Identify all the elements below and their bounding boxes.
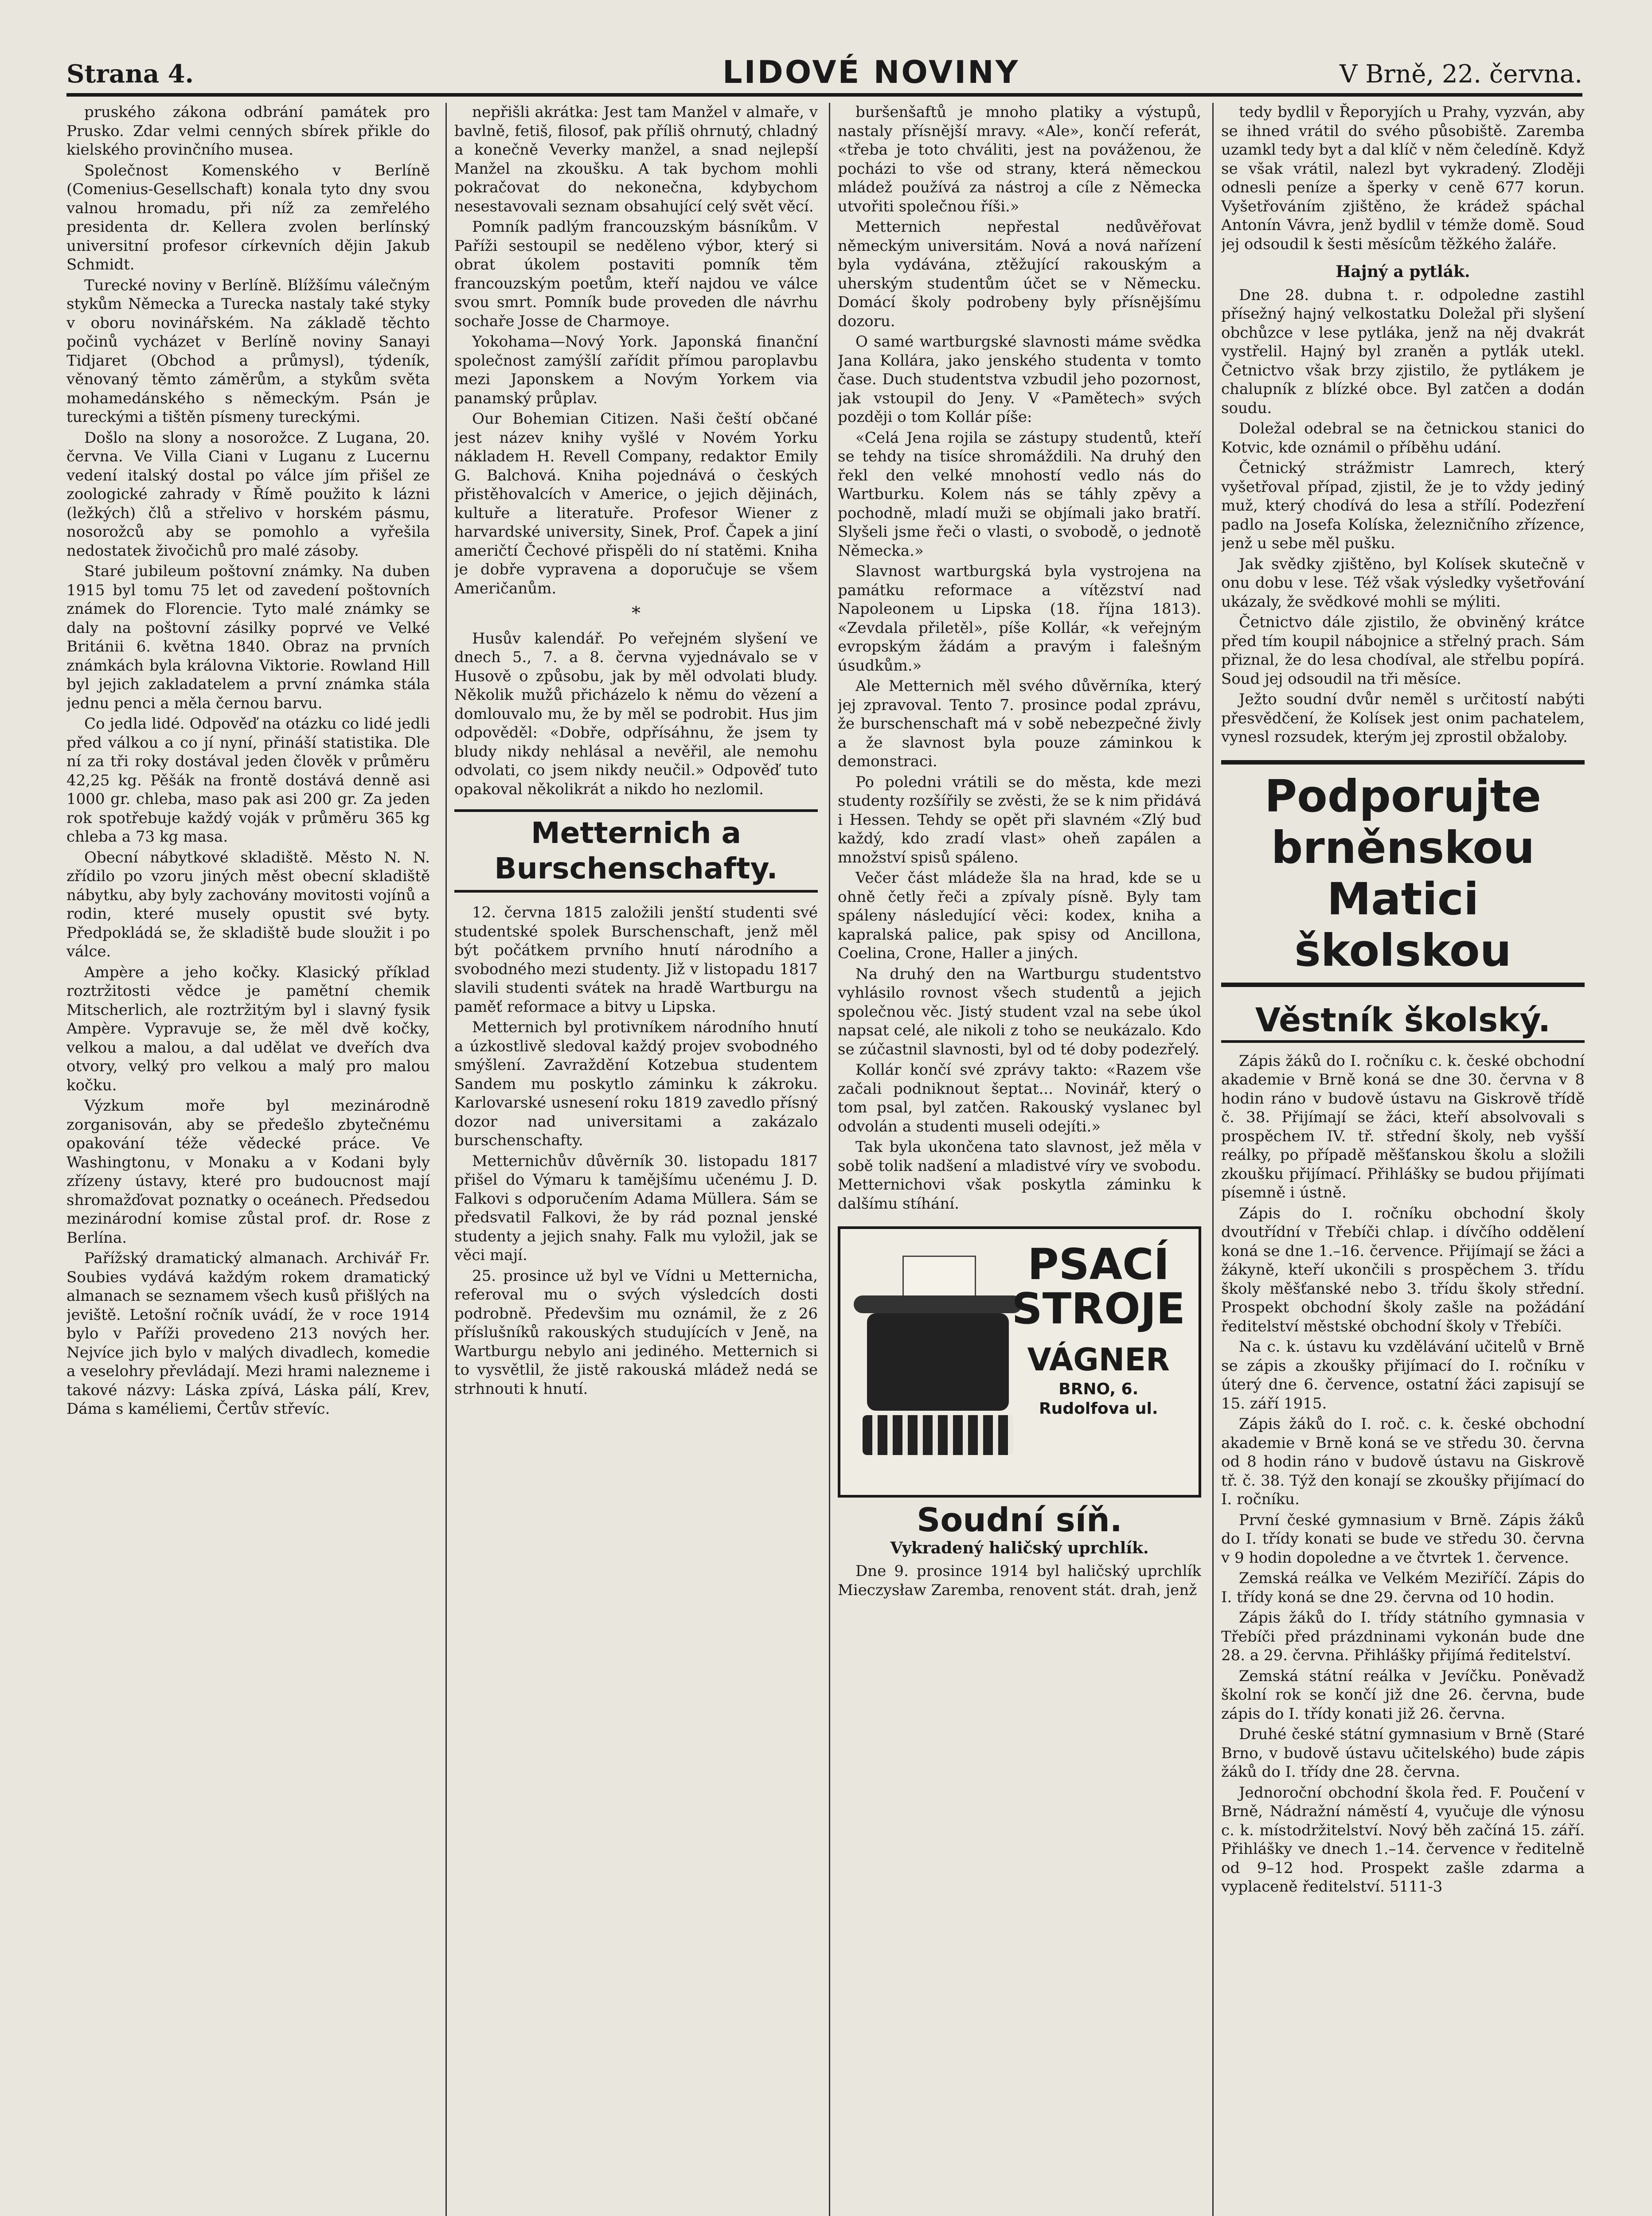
school-notice: Zápis žáků do I. ročníku c. k. české obchodní akademie v Brně koná se dne 30. června v 8 hodin ráno v budově ústavu na Giskrově třídě č. 38. Přijímají se žáci, kteří absolvovali s prospěchem IV. tř. střední školy, neb vyšší reálky, po případě měšťanskou školu a složili zkoušku přijímací. Přihlášky se budou přijímati písemně i ústně. bbox=[1221, 1052, 1585, 1202]
article-paragraph: Co jedla lidé. Odpověď na otázku co lidé jedli před válkou a co jí nyní, přináší statistika. Dle ní za tři roky dostával jeden člověk v průměru 42,25 kg. Pěšák na frontě dostává denně asi 1000 gr. chleba, maso pak asi 200 gr. Za jeden rok spotřebuje každý voják v průměru 365 kg chleba a 73 kg masa. bbox=[66, 715, 430, 846]
section-heading-school: Věstník školský. bbox=[1221, 1000, 1585, 1043]
article-paragraph: pruského zákona odbrání památek pro Prusko. Zdar velmi cenných sbírek přikle do kielského provinčního musea. bbox=[66, 103, 430, 159]
article-paragraph: nepřišli akrátka: Jest tam Manžel v almaře, v bavlně, fetiš, filosof, pak příliš ohrnutý, chladný a konečně Veverky manžel, a snad nejlepší Manžel na zkoušku. A tak bychom mohli pokračovat do nekonečna, kdybychom nesestavovali seznam obsahující celý svět věcí. bbox=[454, 103, 818, 215]
page-header bbox=[66, 52, 1582, 97]
ad-line-1: PSACÍ bbox=[1027, 1240, 1170, 1289]
column-rule bbox=[829, 103, 830, 2216]
article-paragraph: Husův kalendář. Po veřejném slyšení ve dnech 5., 7. a 8. června vyjednávalo se v Husově o způsobu, jak by měl odvolati bludy. Několik mužů přicházelo k němu do vězení a domlouvalo mu, že by měl se podrobit. Hus jim odpověděl: «Dobře, odpřísáhnu, že jsem ty bludy nikdy nehlásal a nevěřil, ale nemohu odvolati, co jsem nikdy neučil.» Odpověď tuto opakoval několikrát a nikdo ho nezlomil. bbox=[454, 629, 818, 798]
school-notice: Zápis žáků do I. třídy státního gymnasia v Třebíči před prázdninami vykonán bude dne 28. a 29. června. Přihlášky přijímá ředitelství. bbox=[1221, 1609, 1585, 1664]
article-paragraph: Četnictvo dále zjistilo, že obviněný krátce před tím koupil nábojnice a střelný prach. Sám přiznal, že do lesa chodíval, ale střelbu popírá. Soud jej odsoudil na tři měsíce. bbox=[1221, 613, 1585, 688]
article-paragraph: Our Bohemian Citizen. Naši čeští občané jest název knihy vyšlé v Novém Yorku nákladem H. Revell Company, redaktor Emily G. Balchová. Kniha pojednává o českých přistěhovalcích v Americe, o jejich dějinách, kultuře a literatuře. Profesor Wiener z harvardské university, Sinek, Prof. Čapek a jiní američtí Čechové přispěli do ní statěmi. Kniha je dobře vypravena a doporučuje se všem Američanům. bbox=[454, 410, 818, 597]
school-notice: Jednoroční obchodní škola řed. F. Poučení v Brně, Nádražní náměstí 4, vyučuje dle výnosu c. k. místodržitelství. Nový běh začíná 15. září. Přihlášky ve dnech 1.–14. července v ředitelně od 9–12 hod. Prospekt zašle zdarma a vyplaceně ředitelství. 5111-3 bbox=[1221, 1783, 1585, 1896]
article-paragraph: Turecké noviny v Berlíně. Blížšímu válečným stykům Německa a Turecka nastaly také styky v oboru novinářském. Na základě těchto počinů vycházet v Berlíně noviny Sanayi Tidjaret (Obchod a průmysl), týdeník, věnovaný těmto záměrům, a stykům světa mohamedánského s německým. Psán je tureckými a tištěn písmeny tureckými. bbox=[66, 276, 430, 426]
ad-city: BRNO, 6. bbox=[1058, 1380, 1139, 1398]
article-paragraph: Dne 28. dubna t. r. odpoledne zastihl přísežný hajný velkostatku Doležal při slyšení obchůzce v lese pytláka, jenž na něj dvakrát vystřelil. Hajný byl zraněn a pytlák utekl. Četnictvo však brzy zjistilo, že pytlákem je chalupník z blízké obce. Byl zatčen a dodán soudu. bbox=[1221, 286, 1585, 417]
article-paragraph: buršenšaftů je mnoho platiky a výstupů, nastaly přísnější mravy. «Ale», končí referát, «třeba je toto chváliti, jest na pováženou, že pocházi to vše od strany, která německou mládež používá za nástroj a cíle z Německa utvořiti společnou říši.» bbox=[838, 103, 1201, 215]
article-paragraph: 25. prosince už byl ve Vídni u Metternicha, referoval mu o svých výsledcích dosti podrobně. Předevšim mu oznámil, že z 26 příslušníků rakouských studujících v Jeně, na Wartburgu nebylo ani jediného. Metternich si to vysvětlil, že jistě rakouská mládež nedá se strhnouti k hnutí. bbox=[454, 1267, 818, 1398]
school-notice: Zemská reálka ve Velkém Meziříčí. Zápis do I. třídy koná se dne 29. června od 10 hodin. bbox=[1221, 1569, 1585, 1606]
article-paragraph: Ampère a jeho kočky. Klasický příklad roztržitosti vědce je pamětní chemik Mitscherlich, ale roztržitým byl i slavný fysik Ampère. Vypravuje se, že měl dvě kočky, velkou a malou, a dal udělat ve dveřích dva otvory, velký pro velkou a malý pro malou kočku. bbox=[66, 963, 430, 1094]
article-paragraph: Doležal odebral se na četnickou stanici do Kotvic, kde oznámil o příběhu udání. bbox=[1221, 420, 1585, 456]
column-2 bbox=[454, 103, 818, 2216]
article-paragraph: «Celá Jena rojila se zástupy studentů, kteří se tehdy na tisíce shromáždili. Na druhý den řekl den velké mnohostí vedlo nás do Wartburku. Kolem nás se táhly zpěvy a pochodně, mladí muži se objímali jako bratří. Slyšeli jsme řeči o vlasti, o svobodě, o jednotě Německa.» bbox=[838, 429, 1201, 560]
section-divider-star: * bbox=[632, 603, 640, 624]
promo-banner: Podporujte brněnskou Matici školskou bbox=[1221, 760, 1585, 987]
ad-brand: VÁGNER bbox=[1027, 1342, 1170, 1378]
column-1 bbox=[66, 103, 430, 2216]
article-heading: Hajný a pytlák. bbox=[1336, 262, 1470, 281]
ad-line-2: STROJE bbox=[1012, 1284, 1185, 1334]
article-paragraph: Metternich nepřestal nedůvěřovat německým universitám. Nová a nová nařízení byla vydávána, ztěžující rakouským a uherským studentům účet se v Německu. Domácí školy podrobeny byly přísnějšímu dozoru. bbox=[838, 218, 1201, 330]
school-notice: Druhé české státní gymnasium v Brně (Staré Brno, v budově ústavu učitelského) bude zápis žáků do I. třídy dne 28. června. bbox=[1221, 1725, 1585, 1781]
article-paragraph: Pomník padlým francouzským básníkům. V Paříži sestoupil se neděleno výbor, který si obrat úkolem postaviti pomník těm francouzským poetům, kteří najdou ve válce svou smrt. Pomník bude proveden dle návrhu sochaře Josse de Charmoye. bbox=[454, 218, 818, 330]
ad-text bbox=[1012, 1242, 1185, 1419]
article-paragraph: Jak svědky zjištěno, byl Kolísek skutečně v onu dobu v lese. Též však výsledky vyšetřování ukázaly, že svědkové mohli se mýliti. bbox=[1221, 555, 1585, 611]
column-4 bbox=[1221, 103, 1585, 2216]
section-heading-court: Soudní síň. bbox=[917, 1501, 1122, 1539]
school-notice: Zápis žáků do I. roč. c. k. české obchodní akademie v Brně koná se ve středu 30. června od 8 hodin ráno v budově ústavu na Giskrově tř. č. 38. Týž den konají se zkoušky přijímací do I. ročníku. bbox=[1221, 1415, 1585, 1508]
article-paragraph: O samé wartburgské slavnosti máme svědka Jana Kollára, jako jenského studenta v tomto čase. Duch studentstva vzbudil jeho pozornost, jak vstoupil do Jeny. V «Pamětech» svých později o tom Kollár píše: bbox=[838, 333, 1201, 426]
newspaper-title: LIDOVÉ NOVINY bbox=[723, 54, 1020, 90]
article-paragraph: Obecní nábytkové skladiště. Město N. N. zřídilo po vzoru jiných měst obecní skladiště nábytku, aby byly zachovány movitosti vojínů a rodin, které musely opustit své byty. Předpokládá se, že skladiště bude sloužit i po válce. bbox=[66, 848, 430, 960]
school-notice: První české gymnasium v Brně. Zápis žáků do I. třídy konati se bude ve středu 30. června v 9 hodin dopoledne a ve čtvrtek 1. července. bbox=[1221, 1511, 1585, 1567]
article-paragraph: Slavnost wartburgská byla vystrojena na památku reformace a vítězství nad Napoleonem u Lipska (18. října 1813). «Zevdala přiletěl», píše Kollár, «k veřejným evropským žádám a pravým i falešným úsudkům.» bbox=[838, 562, 1201, 675]
article-paragraph: tedy bydlil v Řeporyjích u Prahy, vyzván, aby se ihned vrátil do svého působiště. Zaremba uzamkl tedy byt a dal klíč v něm čeledíně. Když se však vrátil, nalezl byt vykradený. Zloději odnesli peníze a šperky v ceně 677 korun. Vyšetřováním zjištěno, že krádež spáchal Antonín Vávra, jenž bydlil v témže domě. Soud jej odsoudil k šesti měsícům těžkého žaláře. bbox=[1221, 103, 1585, 253]
article-paragraph: Metternich byl protivníkem národního hnutí a úzkostlivě sledoval každý projev svobodného smýšlení. Zavraždění Kotzebua studentem Sandem mu poskytlo záminku k zákroku. Karlovarské usnesení roku 1819 zavedlo přísný dozor nad universitami a zakázalo burschenschafty. bbox=[454, 1018, 818, 1149]
article-paragraph: 12. června 1815 založili jenští studenti své studentské spolek Burschenschaft, jenž měl být počátkem prvního hnutí národního a svobodného mezi studenty. Již v listopadu 1817 slavili studenti svátek na hradě Wartburgu na paměť reformace a bitvy u Lipska. bbox=[454, 904, 818, 1016]
court-subheading: Vykradený haličský uprchlík. bbox=[890, 1538, 1149, 1557]
article-paragraph: Kollár končí své zprávy takto: «Razem vše začali podniknout šeptat... Novinář, který o tom psal, byl zatčen. Rakouský vyslanec byl odvolán a studenti museli odejíti.» bbox=[838, 1061, 1201, 1135]
school-notice: Zemská státní reálka v Jevíčku. Poněvadž školní rok se končí již dne 26. června, bude zápis do I. třídy konati již 26. června. bbox=[1221, 1667, 1585, 1723]
article-paragraph: Ježto soudní dvůr neměl s určitostí nabýti přesvědčení, že Kolísek jest onim pachatelem, vynesl rozsudek, kterým jej zprostil obžaloby. bbox=[1221, 691, 1585, 746]
column-rule bbox=[1212, 103, 1214, 2216]
article-paragraph: Výzkum moře byl mezinárodně zorganisován, aby se předešlo zbytečnému opakování téže vědecké práce. Ve Washingtonu, v Monaku a v Kodani byly zřízeny ústavy, které pro budoucnost mají shromažďovat poznatky o oceánech. Předsedou mezinárodní komise zůstal prof. dr. Rose z Berlína. bbox=[66, 1097, 430, 1247]
article-paragraph: Dne 9. prosince 1914 byl haličský uprchlík Mieczysław Zaremba, renovent stát. drah, jenž bbox=[838, 1562, 1201, 1599]
article-paragraph: Metternichův důvěrník 30. listopadu 1817 přišel do Výmaru k tamějšímu učenému J. D. Falkovi s odporučením Adama Müllera. Sám se předsvatil Falkovi, že by rád poznal jenské studenty a jejich snahy. Falk mu vyložil, jak se věci mají. bbox=[454, 1152, 818, 1264]
article-paragraph: Pařížský dramatický almanach. Archivář Fr. Soubies vydává každým rokem dramatický almanach se seznamem všech kusů přišlých na jeviště. Letošní ročník uvádí, že v roce 1914 bylo v Paříži provedeno 213 nových her. Nejvíce jich bylo v malých divadlech, komedie a veselohry převládají. Mezi hrami nalezneme i takové názvy: Láska zpívá, Láska pálí, Krev, Dáma s kaméliemi, Čertův střevíc. bbox=[66, 1249, 430, 1418]
ad-street: Rudolfova ul. bbox=[1039, 1400, 1158, 1418]
typewriter-advertisement bbox=[838, 1226, 1201, 1498]
article-paragraph: Po poledni vrátili se do města, kde mezi studenty rozšířily se zvěsti, že se k nim přidává i Hessen. Tehdy se opět při slavném «Zlý buď každý, kdo zradí vlast» oheň zapálen a množství spisů spáleno. bbox=[838, 773, 1201, 866]
column-rule bbox=[445, 103, 447, 2216]
school-notice: Zápis do I. ročníku obchodní školy dvoutřídní v Třebíči chlap. i dívčího oddělení koná se dne 1.–16. července. Přijímají se žáci a žákyně, kteří ukončili s prospěchem 3. třídu školy měšťanské nebo 3. třídu školy střední. Prospekt obchodní školy zašle na požádání ředitelství městské obchodní školy v Třebíči. bbox=[1221, 1204, 1585, 1335]
article-paragraph: Staré jubileum poštovní známky. Na duben 1915 byl tomu 75 let od zavedení poštovních známek do Florencie. Tyto malé známky se daly na poštovní zásilky poprvé ve Velké Británii 6. května 1840. Obraz na prvních známkách byla královna Viktorie. Rowland Hill byl jejich zakladatelem a první známka stála jednu penci a měla černou barvu. bbox=[66, 562, 430, 712]
article-paragraph: Tak byla ukončena tato slavnost, jež měla v sobě tolik nadšení a mladistvé víry ve svobodu. Metternichovi však poskytla záminku k dalšímu stíhání. bbox=[838, 1138, 1201, 1213]
school-notice: Na c. k. ústavu ku vzdělávání učitelů v Brně se zápis a zkoušky přijímací do I. ročníku v úterý dne 6. července, ostatní žáci zapisují se 15. září 1915. bbox=[1221, 1338, 1585, 1412]
article-heading: Metternich a Burschenschafty. bbox=[454, 809, 818, 893]
article-paragraph: Četnický strážmistr Lamrech, který vyšetřoval případ, zjistil, že je to vždy jediný muž, který chodívá do lesa a střílí. Podezření padlo na Josefa Kolíska, železničního zřízence, jenž u sebe měl pušku. bbox=[1221, 459, 1585, 552]
page-number: Strana 4. bbox=[66, 59, 194, 89]
article-paragraph: Společnost Komenského v Berlíně (Comenius-Gesellschaft) konala tyto dny svou valnou hromadu, při níž za zemřelého presidenta dr. Kellera zvolen berlínský universitní profesor církevních dějin Jakub Schmidt. bbox=[66, 161, 430, 273]
article-paragraph: Došlo na slony a nosorožce. Z Lugana, 20. června. Ve Villa Ciani v Luganu z Lucernu vedení italský dostal po válce jím přišel ze zoologické zahrady v Římě použito k lázni (ležkých) člů a střelivo v horském pásmu, nosorožců aby se pomohlo a vyřešila nedostatek živočichů pro malé zásoby. bbox=[66, 429, 430, 560]
article-paragraph: Yokohama—Nový York. Japonská finanční společnost zamýšlí zařídit přímou paroplavbu mezi Japonskem a Novým Yorkem via panamský průplav. bbox=[454, 333, 818, 407]
article-paragraph: Ale Metternich měl svého důvěrníka, který jej zpravoval. Tento 7. prosince podal zprávu, že burschenschaft má v sobě nebezpečné živly a že slavnost byla pouze záminkou k demonstraci. bbox=[838, 677, 1201, 770]
dateline: V Brně, 22. června. bbox=[1340, 60, 1582, 89]
column-3 bbox=[838, 103, 1201, 2216]
typewriter-illustration bbox=[854, 1256, 1022, 1459]
article-paragraph: Na druhý den na Wartburgu studentstvo vyhlásilo rovnost všech studentů a jejich společnou věc. Jistý student vzal na sebe úkol napsat celé, ale nikoli z toho se neukázalo. Kdo se zúčastnil slavnosti, byl od té doby podezřelý. bbox=[838, 965, 1201, 1058]
article-paragraph: Večer část mládeže šla na hrad, kde se u ohně četly řeči a zpívaly písně. Byly tam spáleny následující věci: kodex, kniha a kapralská palice, pak spisy od Ancillona, Coelina, Crone, Haller a jiných. bbox=[838, 869, 1201, 962]
